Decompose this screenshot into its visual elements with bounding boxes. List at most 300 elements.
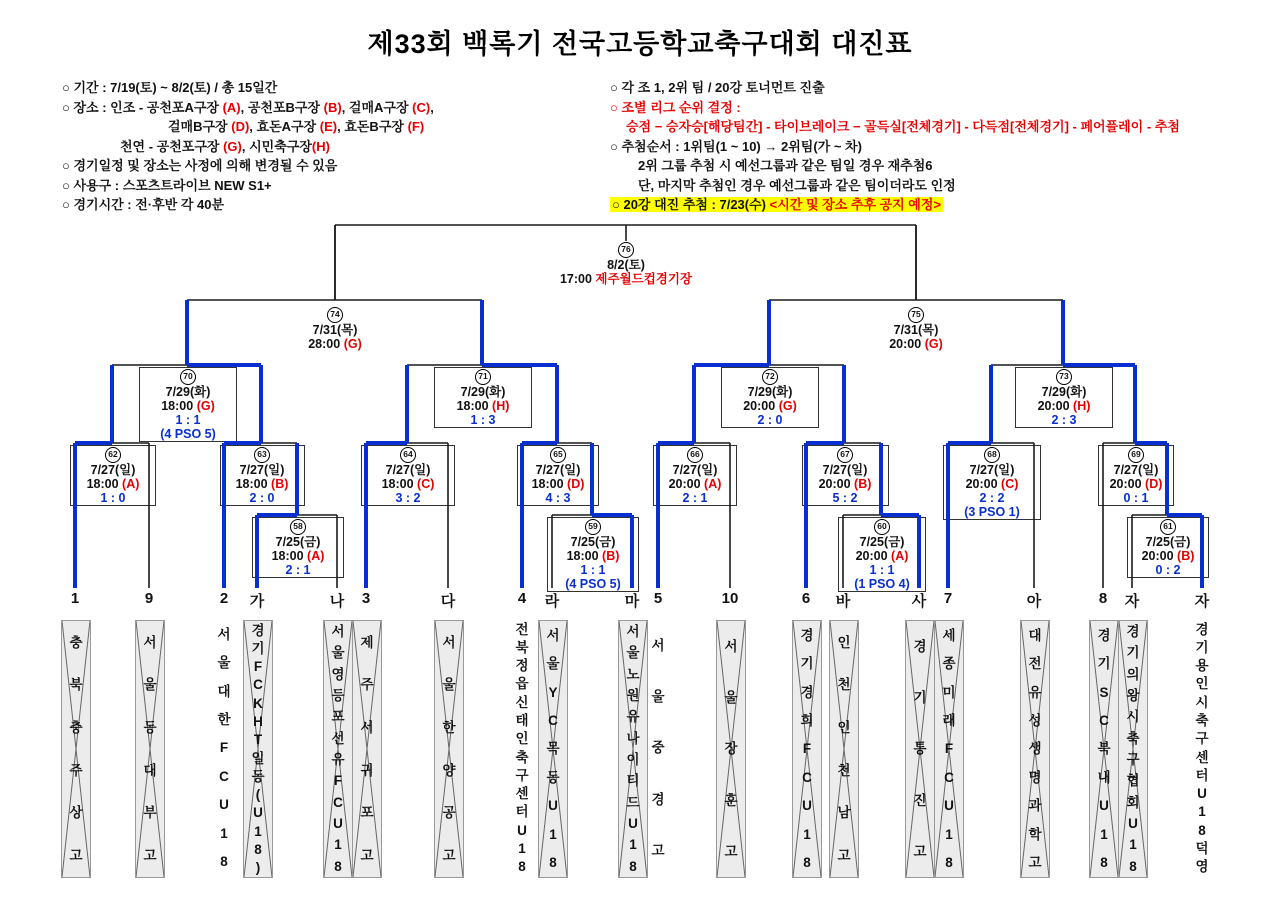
info-text: (C)	[412, 99, 431, 115]
info-text: , 공천포B구장	[240, 99, 324, 115]
match-time-venue	[221, 477, 304, 491]
info-text: (A)	[222, 99, 241, 115]
info-text: , 효돈A구장	[249, 119, 320, 134]
team-name-char: 동	[251, 768, 265, 784]
match-time: 18:00	[161, 399, 197, 413]
match-time-venue	[841, 337, 991, 351]
team-name-char: 천	[837, 677, 851, 693]
team-name-char: 북	[515, 639, 529, 655]
match-66	[653, 445, 737, 506]
info-text: (E)	[319, 119, 338, 134]
team-name-char: 신	[515, 694, 529, 710]
team-name-char: 고	[1028, 855, 1042, 871]
team-name-char: T	[253, 732, 263, 748]
team-name-char: 8	[945, 855, 953, 871]
team-name-char: 1	[334, 837, 342, 853]
match-score: 2 : 1	[285, 563, 311, 577]
team-name-char: 8	[1100, 855, 1108, 871]
info-right	[610, 78, 1275, 215]
team-column	[508, 620, 536, 876]
match-number-badge: 64	[400, 447, 416, 463]
match-time-venue	[722, 399, 818, 413]
match-pso-score: (3 PSO 1)	[964, 505, 1020, 519]
match-venue: (B)	[602, 549, 620, 563]
match-score: 4 : 3	[545, 491, 571, 505]
team-name-char: 주	[69, 762, 83, 778]
team-column	[644, 620, 672, 876]
team-name-char: U	[628, 816, 638, 832]
match-number-badge: 62	[105, 447, 121, 463]
team-column	[905, 620, 935, 878]
team-name-char: 동	[143, 720, 157, 736]
team-name-char: 부	[143, 805, 157, 821]
team-name-char: 경	[251, 622, 265, 638]
info-text: 걸매B구장	[168, 119, 232, 134]
team-name-char: 울	[651, 689, 665, 705]
team-name-char: 통	[913, 741, 927, 757]
team-name-char: U	[944, 798, 954, 814]
team-name-char: F	[333, 773, 343, 789]
team-name-char: 이	[626, 752, 640, 768]
team-name-char: 1	[518, 841, 526, 857]
team-name-char: 서	[546, 627, 560, 643]
team-column	[1020, 620, 1050, 878]
match-59	[547, 517, 639, 592]
info-line	[610, 176, 1275, 196]
team-name-char: 고	[651, 842, 665, 858]
team-name-char: 1	[803, 826, 811, 842]
team-name-char: C	[802, 769, 812, 785]
team-name-char: 북	[1097, 741, 1111, 757]
match-number-badge: 75	[908, 307, 924, 323]
match-date: 7/25(금)	[1145, 535, 1191, 549]
match-time-venue	[362, 477, 454, 491]
eliminated-x-icon	[435, 621, 463, 877]
match-time: 18:00	[531, 477, 568, 491]
team-name-char: 나	[626, 730, 640, 746]
match-time-venue	[548, 549, 638, 563]
match-time-venue	[71, 477, 155, 491]
team-column	[792, 620, 822, 878]
info-text: , 시민축구장	[241, 138, 312, 154]
match-number-badge: 72	[762, 369, 778, 385]
match-score: 0 : 1	[1123, 491, 1149, 505]
team-column	[1118, 620, 1148, 878]
info-text: <시간 및 장소 추후 공지 예정>	[769, 197, 942, 212]
match-number-badge: 67	[837, 447, 853, 463]
info-text: ○ 각 조 1, 2위 팀 / 20강 토너먼트 진출	[610, 80, 825, 95]
match-time: 20:00	[668, 477, 705, 491]
match-71	[434, 367, 532, 428]
team-name-char: 서	[360, 720, 374, 736]
team-name-char: 8	[549, 855, 557, 871]
team-name-char: 태	[515, 713, 529, 729]
eliminated-x-icon	[353, 621, 381, 877]
seed-label: 다	[440, 593, 456, 610]
team-name-char: U	[1099, 798, 1109, 814]
info-left	[62, 78, 607, 215]
match-date: 7/27(일)	[672, 463, 718, 477]
team-name-char: 기	[1126, 645, 1140, 661]
team-column	[323, 620, 353, 878]
team-name-char: C	[253, 677, 263, 693]
team-name-char: 공	[442, 805, 456, 821]
team-name-char: 일	[251, 750, 265, 766]
match-time-venue	[803, 477, 888, 491]
match-pso-score: (4 PSO 5)	[565, 577, 621, 591]
match-score: 5 : 2	[832, 491, 858, 505]
match-venue: (B)	[271, 477, 289, 491]
match-date: 7/29(화)	[747, 385, 793, 399]
match-time-venue	[518, 477, 598, 491]
team-name-char: )	[255, 860, 261, 876]
match-venue: (G)	[343, 337, 362, 351]
eliminated-x-icon	[136, 621, 164, 877]
match-venue: (H)	[1073, 399, 1091, 413]
match-67	[802, 445, 889, 506]
seed-label: 4	[517, 590, 527, 607]
seed-label: 라	[544, 593, 560, 610]
match-venue: (G)	[196, 399, 215, 413]
team-name-char: 미	[942, 684, 956, 700]
team-name-char: 인	[837, 634, 851, 650]
team-name-char: 1	[220, 825, 228, 841]
team-name-char: 울	[442, 677, 456, 693]
info-line	[62, 176, 607, 196]
seed-label: 자	[1124, 593, 1140, 610]
match-72	[721, 367, 819, 428]
match-date: 7/29(화)	[1041, 385, 1087, 399]
team-name-char: 상	[69, 805, 83, 821]
team-name-char: 성	[1028, 713, 1042, 729]
team-name-char: U	[517, 822, 527, 838]
info-line	[62, 98, 607, 118]
info-text: ○ 경기시간 : 전·후반 각 40분	[62, 197, 225, 212]
info-line	[62, 117, 607, 137]
team-name-char: U	[333, 816, 343, 832]
info-line	[610, 117, 1275, 137]
team-name-char: 경	[913, 639, 927, 655]
match-time: 28:00	[308, 337, 344, 351]
team-name-char: 세	[942, 627, 956, 643]
match-venue: (B)	[1177, 549, 1195, 563]
match-date: 7/29(화)	[460, 385, 506, 399]
team-name-char: 티	[626, 773, 640, 789]
team-name-char: 남	[837, 805, 851, 821]
team-name-char: (	[255, 787, 261, 803]
match-score: 1 : 0	[100, 491, 126, 505]
team-name-char: 귀	[360, 762, 374, 778]
info-line	[610, 98, 1275, 118]
info-line	[62, 195, 607, 215]
info-text: (D)	[231, 119, 250, 134]
info-text: ○ 장소 : 인조 - 공천포A구장	[62, 99, 223, 115]
match-76	[526, 241, 726, 286]
match-date: 7/27(일)	[385, 463, 431, 477]
team-name-char: 인	[515, 731, 529, 747]
match-time-venue	[1016, 399, 1112, 413]
match-69	[1098, 445, 1174, 506]
info-text: , 효돈B구장	[337, 119, 408, 134]
team-name-char: U	[253, 805, 263, 821]
info-text: 2위 그룹 추첨 시 예선그룹과 같은 팀일 경우 재추첨6	[638, 158, 933, 173]
team-name-char: 서	[626, 624, 640, 640]
match-score: 2 : 0	[757, 413, 783, 427]
team-name-char: 래	[942, 713, 956, 729]
team-name-char: 고	[143, 848, 157, 864]
team-column	[829, 620, 859, 878]
team-name-char: 1	[1198, 804, 1206, 820]
team-name-char: 고	[360, 848, 374, 864]
team-name-char: 대	[143, 762, 157, 778]
match-score: 1 : 1	[175, 413, 201, 427]
team-name-char: 경	[1097, 627, 1111, 643]
team-name-char: 경	[800, 627, 814, 643]
team-name-char: 충	[69, 720, 83, 736]
match-date: 7/31(목)	[893, 323, 939, 337]
match-time: 20:00	[743, 399, 779, 413]
team-name-char: 전	[1028, 656, 1042, 672]
team-name-char: 고	[913, 843, 927, 859]
match-time: 18:00	[566, 549, 603, 563]
team-name-char: 장	[724, 741, 738, 757]
match-venue: (B)	[854, 477, 872, 491]
page-title: 제33회 백록기 전국고등학교축구대회 대진표	[367, 29, 913, 59]
team-name-char: 고	[442, 848, 456, 864]
team-name-char: 8	[629, 858, 637, 874]
team-name-char: 시	[1195, 694, 1209, 710]
match-venue: (A)	[122, 477, 140, 491]
team-name-char: U	[1197, 786, 1207, 802]
seed-label: 자	[1194, 593, 1210, 610]
info-text: , 걸매A구장	[341, 99, 413, 115]
match-time: 18:00	[86, 477, 123, 491]
match-venue: (C)	[1001, 477, 1019, 491]
team-column	[1089, 620, 1119, 878]
team-name-char: 기	[1195, 639, 1209, 655]
seed-label: 3	[361, 590, 371, 607]
match-venue: (G)	[778, 399, 797, 413]
team-name-char: 협	[1126, 773, 1140, 789]
info-line	[610, 78, 1275, 98]
team-name-char: 대	[217, 683, 231, 699]
match-date: 7/27(일)	[535, 463, 581, 477]
info-text: ○ 20강 대진 추첨 : 7/23(수)	[612, 197, 770, 212]
match-score: 2 : 0	[249, 491, 275, 505]
team-name-char: C	[333, 794, 343, 810]
match-score: 1 : 1	[869, 563, 895, 577]
match-time: 20:00	[855, 549, 892, 563]
info-text: 천연 - 공천포구장	[120, 138, 224, 154]
team-name-char: 터	[515, 804, 529, 820]
team-column	[934, 620, 964, 878]
team-name-char: 울	[143, 677, 157, 693]
info-line	[62, 78, 607, 98]
match-58	[252, 517, 344, 578]
team-name-char: 축	[515, 749, 529, 765]
team-name-char: 한	[217, 712, 231, 728]
team-name-char: 기	[1097, 656, 1111, 672]
match-number-badge: 59	[585, 519, 601, 535]
match-time: 20:00	[818, 477, 855, 491]
team-name-char: 센	[1195, 749, 1209, 765]
team-name-char: 1	[254, 823, 262, 839]
info-text: (G)	[223, 138, 242, 154]
match-score: 0 : 2	[1155, 563, 1181, 577]
team-name-char: 원	[626, 688, 640, 704]
team-name-char: 서	[442, 634, 456, 650]
match-time: 20:00	[1037, 399, 1074, 413]
team-name-char: K	[253, 695, 263, 711]
team-name-char: 1	[549, 826, 557, 842]
team-name-char: 서	[143, 634, 157, 650]
team-name-char: C	[219, 768, 229, 784]
team-name-char: 동	[546, 769, 560, 785]
team-name-char: 8	[334, 858, 342, 874]
team-name-char: 1	[1129, 837, 1137, 853]
team-name-char: 1	[945, 826, 953, 842]
match-venue: (C)	[417, 477, 435, 491]
info-line	[62, 137, 607, 157]
team-name-char: 구	[515, 767, 529, 783]
team-name-char: 영	[331, 666, 345, 682]
team-name-char: 인	[837, 720, 851, 736]
team-name-char: Y	[548, 684, 558, 700]
team-name-char: S	[1099, 684, 1109, 700]
info-line	[62, 156, 607, 176]
seed-label: 7	[943, 590, 953, 607]
team-name-char: 울	[217, 655, 231, 671]
info-text: ,	[430, 99, 434, 115]
match-time: 17:00	[559, 272, 596, 286]
info-text: (H)	[311, 138, 330, 154]
team-name-char: 경	[651, 791, 665, 807]
team-name-char: 기	[251, 640, 265, 656]
team-name-char: 포	[360, 805, 374, 821]
match-time: 20:00	[1141, 549, 1178, 563]
team-name-char: 훈	[724, 792, 738, 808]
team-name-char: 서	[651, 638, 665, 654]
seed-label: 6	[801, 590, 811, 607]
match-date: 7/25(금)	[570, 535, 616, 549]
match-pso-score: (4 PSO 5)	[160, 427, 216, 441]
team-name-char: 구	[1195, 731, 1209, 747]
match-61	[1127, 517, 1209, 578]
team-name-char: 전	[515, 621, 529, 637]
team-name-char: 읍	[515, 676, 529, 692]
match-date: 7/29(화)	[165, 385, 211, 399]
match-64	[361, 445, 455, 506]
team-name-char: 포	[331, 709, 345, 725]
match-number-badge: 74	[327, 307, 343, 323]
seed-label: 마	[624, 593, 640, 610]
team-name-char: 경	[1126, 624, 1140, 640]
match-68	[943, 445, 1041, 520]
info-text: (F)	[407, 119, 425, 134]
match-number-badge: 61	[1160, 519, 1176, 535]
team-name-char: 의	[1126, 666, 1140, 682]
team-column	[716, 620, 746, 878]
match-63	[220, 445, 305, 506]
seed-label: 5	[653, 590, 663, 607]
team-name-char: 축	[1126, 730, 1140, 746]
team-name-char: 울	[724, 690, 738, 706]
info-text: (B)	[323, 99, 342, 115]
team-name-char: 영	[1195, 859, 1209, 875]
match-number-badge: 76	[618, 242, 634, 258]
match-score: 1 : 3	[470, 413, 496, 427]
match-number-badge: 73	[1056, 369, 1072, 385]
match-time-venue	[253, 549, 343, 563]
match-date: 7/27(일)	[969, 463, 1015, 477]
match-time: 20:00	[1109, 477, 1146, 491]
match-date: 7/27(일)	[822, 463, 868, 477]
match-date: 7/25(금)	[275, 535, 321, 549]
team-name-char: 8	[803, 855, 811, 871]
info-text: ○ 조별 리그 순위 결정 :	[610, 99, 741, 115]
team-column	[61, 620, 91, 878]
seed-label: 가	[249, 593, 265, 610]
team-name-char: 경	[800, 684, 814, 700]
team-name-char: F	[802, 741, 812, 757]
match-time-venue	[260, 337, 410, 351]
team-name-char: 등	[331, 688, 345, 704]
team-name-char: 내	[1097, 769, 1111, 785]
match-number-badge: 71	[475, 369, 491, 385]
match-date: 7/27(일)	[239, 463, 285, 477]
team-name-char: 1	[629, 837, 637, 853]
team-name-char: 8	[254, 842, 262, 858]
match-time: 20:00	[889, 337, 925, 351]
team-name-char: 용	[1195, 658, 1209, 674]
match-venue: (A)	[704, 477, 722, 491]
team-name-char: 경	[1195, 621, 1209, 637]
team-name-char: 학	[1028, 826, 1042, 842]
team-name-char: 종	[942, 656, 956, 672]
match-73	[1015, 367, 1113, 428]
seed-label: 아	[1026, 593, 1042, 610]
team-name-char: 유	[1028, 684, 1042, 700]
team-name-char: 북	[69, 677, 83, 693]
match-date: 7/31(목)	[312, 323, 358, 337]
team-column	[210, 620, 238, 876]
team-name-char: 8	[518, 859, 526, 875]
team-name-char: 회	[1126, 794, 1140, 810]
info-text: ○ 경기일정 및 장소는 사정에 의해 변경될 수 있음	[62, 158, 338, 173]
match-time: 18:00	[381, 477, 418, 491]
team-name-char: 제	[360, 634, 374, 650]
match-venue: (A)	[891, 549, 909, 563]
team-name-char: 서	[331, 624, 345, 640]
team-name-char: U	[219, 797, 229, 813]
team-name-char: H	[253, 714, 263, 730]
team-name-char: C	[944, 769, 954, 785]
match-number-badge: 69	[1128, 447, 1144, 463]
team-name-char: 1	[1100, 826, 1108, 842]
team-column	[1188, 620, 1216, 876]
match-score: 2 : 1	[682, 491, 708, 505]
eliminated-x-icon	[62, 621, 90, 877]
match-time-venue	[839, 549, 925, 563]
team-name-char: U	[802, 798, 812, 814]
team-name-char: 구	[1126, 752, 1140, 768]
team-name-char: 시	[1126, 709, 1140, 725]
seed-label: 사	[911, 593, 927, 610]
match-venue: (G)	[924, 337, 943, 351]
match-time-venue	[944, 477, 1040, 491]
match-score: 1 : 1	[580, 563, 606, 577]
seed-label: 1	[70, 590, 80, 607]
